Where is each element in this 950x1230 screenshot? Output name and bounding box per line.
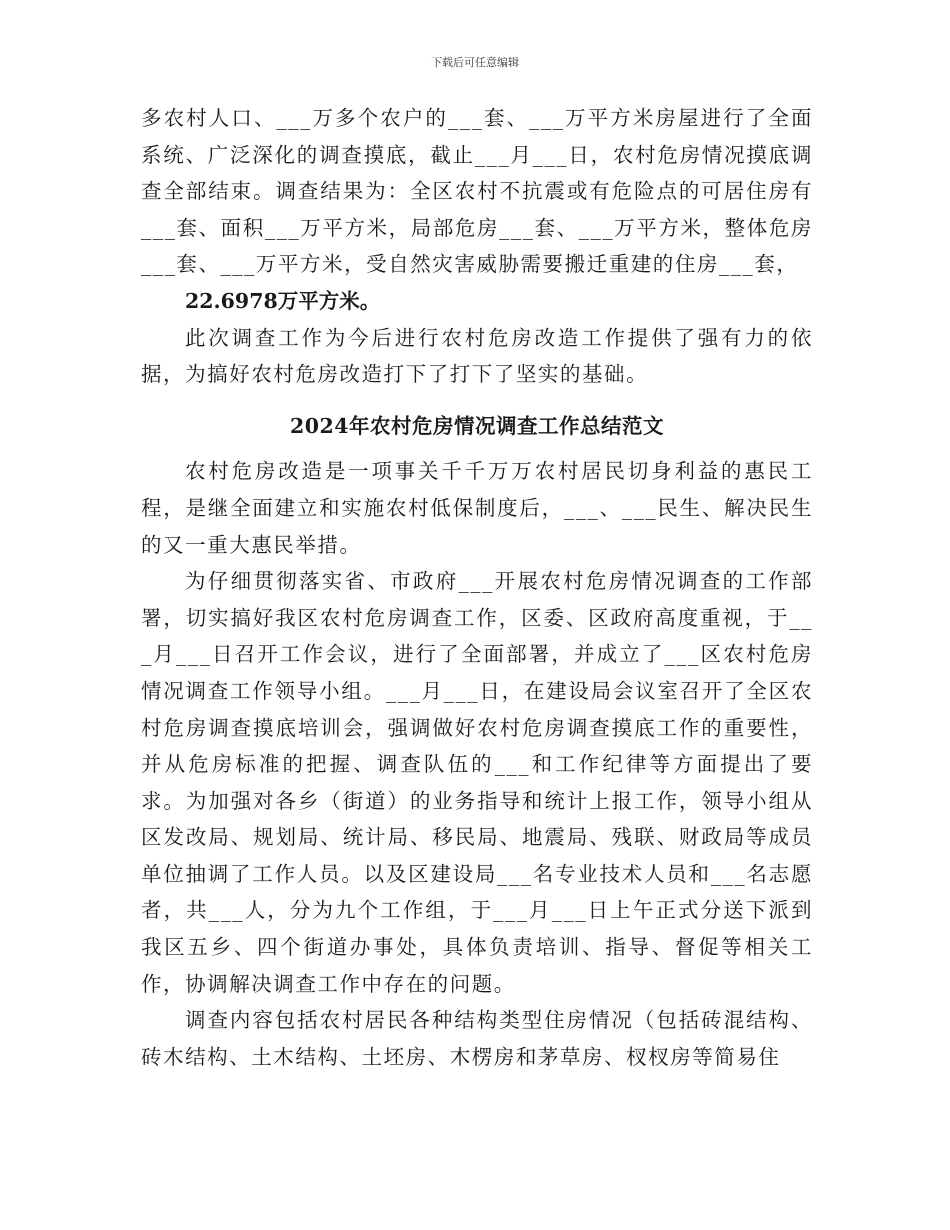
document-body [141,100,813,1075]
page-header: 下载后可任意编辑 [431,56,519,69]
paragraph: 为仔细贯彻落实省、市政府___开展农村危房情况调查的工作部署，切实搞好我区农村危房调查工作，区委、区政府高度重视，于___月___日召开工作会议，进行了全面部署，并成立了___区农村危房情况调查工作领导小组。___月___日，在建设局会议室召开了全区农村危房调查摸底培训会，强调做好农村危房调查摸底工作的重要性，并从危房标准的把握、调查队伍的___和工作纪律等方面提出了要求。为加强对各乡（街道）的业务指导和统计上报工作，领导小组从区发改局、规划局、统计局、移民局、地震局、残联、财政局等成员单位抽调了工作人员。以及区建设局___名专业技术人员和___名志愿者，共___人，分为九个工作组，于___月___日上午正式分送下派到我区五乡、四个街道办事处，具体负责培训、指导、督促等相关工作，协调解决调查工作中存在的问题。 [141,569,813,996]
paragraph: 此次调查工作为今后进行农村危房改造工作提供了强有力的依据，为搞好农村危房改造打下了打下了坚实的基础。 [141,325,813,387]
bold-figure-line: 22.6978万平方米。 [185,288,381,313]
section-title: 2024年农村危房情况调查工作总结范文 [289,413,665,438]
paragraph: 调查内容包括农村居民各种结构类型住房情况（包括砖混结构、砖木结构、土木结构、土坯房、木楞房和茅草房、杈杈房等简易住 [141,1008,813,1069]
paragraph: 农村危房改造是一项事关千千万万农村居民切身利益的惠民工程，是继全面建立和实施农村低保制度后，___、___民生、解决民生的又一重大惠民举措。 [141,459,813,557]
paragraph: 多农村人口、___万多个农户的___套、___万平方米房屋进行了全面系统、广泛深化的调查摸底，截止___月___日，农村危房情况摸底调查全部结束。调查结果为：全区农村不抗震或有危险点的可居住房有___套、面积___万平方米，局部危房___套、___万平方米，整体危房___套、___万平方米，受自然灾害威胁需要搬迁重建的住房___套， [141,106,813,277]
